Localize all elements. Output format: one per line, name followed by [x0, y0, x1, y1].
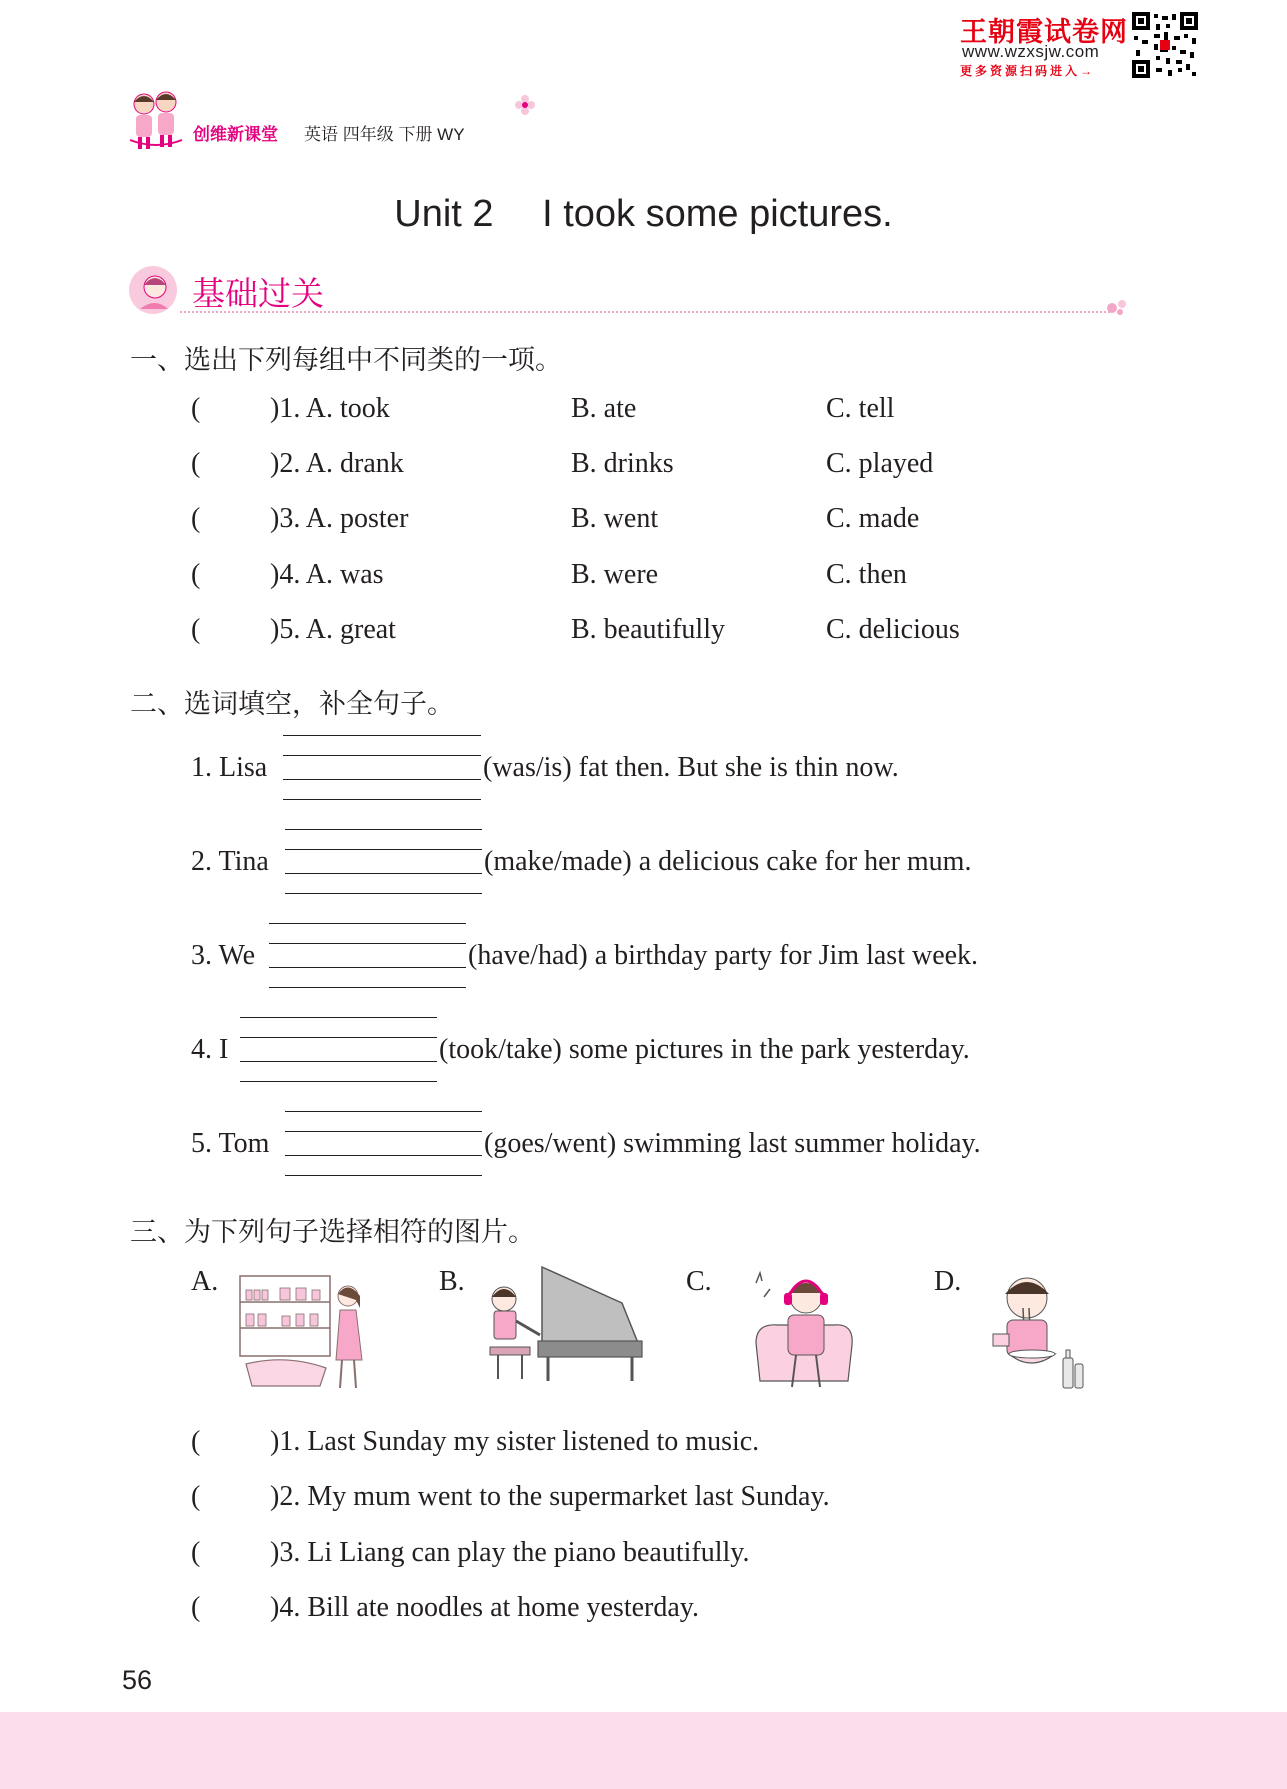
guide-line — [285, 1175, 482, 1176]
section-title: 基础过关 — [192, 275, 324, 312]
footer-band — [0, 1712, 1287, 1789]
answer-paren[interactable]: ( — [191, 1592, 201, 1623]
answer-paren[interactable]: ( — [191, 614, 201, 645]
option-a: )4. A. was — [270, 559, 384, 590]
answer-blank[interactable] — [240, 1061, 437, 1062]
kids-mascot-icon — [124, 88, 188, 156]
picture-label-d: D. — [934, 1266, 962, 1297]
book-info: 英语 四年级 下册 WY — [304, 125, 465, 144]
list-item: )2. My mum went to the supermarket last Sunday. — [270, 1481, 830, 1512]
answer-paren[interactable]: ( — [191, 1537, 201, 1568]
page-number: 56 — [122, 1665, 153, 1695]
guide-line — [285, 1111, 482, 1112]
answer-paren[interactable]: ( — [191, 1426, 201, 1457]
girl-listening-music-icon — [748, 1263, 856, 1393]
page-title: Unit 2 I took some pictures. — [394, 193, 893, 235]
guide-line — [285, 1131, 482, 1132]
option-c: C. played — [826, 448, 934, 479]
sentence-prefix: 3. We — [191, 940, 256, 971]
option-b: B. drinks — [571, 448, 674, 479]
option-c: C. then — [826, 559, 907, 590]
option-c: C. tell — [826, 393, 895, 424]
answer-paren[interactable]: ( — [191, 559, 201, 590]
guide-line — [283, 799, 481, 800]
option-c: C. delicious — [826, 614, 960, 645]
answer-paren[interactable]: ( — [191, 1481, 201, 1512]
flower-icon — [514, 94, 536, 116]
option-a: )2. A. drank — [270, 448, 404, 479]
option-b: B. went — [571, 503, 659, 534]
answer-blank[interactable] — [285, 873, 482, 874]
list-item: )4. Bill ate noodles at home yesterday. — [270, 1592, 699, 1623]
sentence-prefix: 1. Lisa — [191, 752, 268, 783]
answer-blank[interactable] — [285, 1155, 482, 1156]
boy-playing-piano-icon — [482, 1263, 644, 1387]
guide-line — [269, 923, 466, 924]
section-divider — [180, 311, 1110, 313]
picture-label-b: B. — [439, 1266, 465, 1297]
sentence-prefix: 2. Tina — [191, 846, 269, 877]
list-item: )3. Li Liang can play the piano beautifully. — [270, 1537, 750, 1568]
sentence-rest: (make/made) a delicious cake for her mum. — [484, 846, 972, 877]
section-badge-icon — [128, 265, 178, 315]
list-item: )1. Last Sunday my sister listened to music. — [270, 1426, 760, 1457]
guide-line — [285, 893, 482, 894]
watermark-url: www.wzxsjw.com — [962, 42, 1100, 61]
supermarket-shopping-icon — [236, 1268, 376, 1394]
sentence-rest: (took/take) some pictures in the park yesterday. — [439, 1034, 970, 1065]
answer-blank[interactable] — [283, 779, 481, 780]
option-a: )1. A. took — [270, 393, 390, 424]
option-b: B. were — [571, 559, 659, 590]
guide-line — [283, 735, 481, 736]
guide-line — [285, 829, 482, 830]
part3-heading: 三、为下列句子选择相符的图片。 — [130, 1217, 535, 1247]
answer-blank[interactable] — [269, 967, 466, 968]
guide-line — [283, 755, 481, 756]
dots-decoration-icon — [1106, 298, 1130, 316]
option-a: )3. A. poster — [270, 503, 409, 534]
picture-label-c: C. — [686, 1266, 712, 1297]
option-c: C. made — [826, 503, 920, 534]
sentence-prefix: 4. I — [191, 1034, 229, 1065]
guide-line — [269, 943, 466, 944]
guide-line — [285, 849, 482, 850]
option-a: )5. A. great — [270, 614, 396, 645]
answer-paren[interactable]: ( — [191, 448, 201, 479]
guide-line — [240, 1017, 437, 1018]
brand-name: 创维新课堂 — [193, 125, 278, 144]
sentence-prefix: 5. Tom — [191, 1128, 270, 1159]
boy-eating-noodles-icon — [989, 1268, 1089, 1392]
watermark-subtitle: 更多资源扫码进入→ — [960, 64, 1096, 78]
picture-label-a: A. — [191, 1266, 219, 1297]
qr-code-icon — [1132, 12, 1198, 78]
part2-heading: 二、选词填空，补全句子。 — [130, 689, 454, 719]
guide-line — [240, 1037, 437, 1038]
answer-paren[interactable]: ( — [191, 503, 201, 534]
answer-paren[interactable]: ( — [191, 393, 201, 424]
sentence-rest: (was/is) fat then. But she is thin now. — [483, 752, 899, 783]
part1-heading: 一、选出下列每组中不同类的一项。 — [130, 345, 562, 375]
sentence-rest: (goes/went) swimming last summer holiday. — [484, 1128, 981, 1159]
watermark-title: 王朝霞试卷网 — [960, 17, 1128, 47]
option-b: B. ate — [571, 393, 637, 424]
guide-line — [269, 987, 466, 988]
sentence-rest: (have/had) a birthday party for Jim last week. — [468, 940, 979, 971]
option-b: B. beautifully — [571, 614, 725, 645]
guide-line — [240, 1081, 437, 1082]
